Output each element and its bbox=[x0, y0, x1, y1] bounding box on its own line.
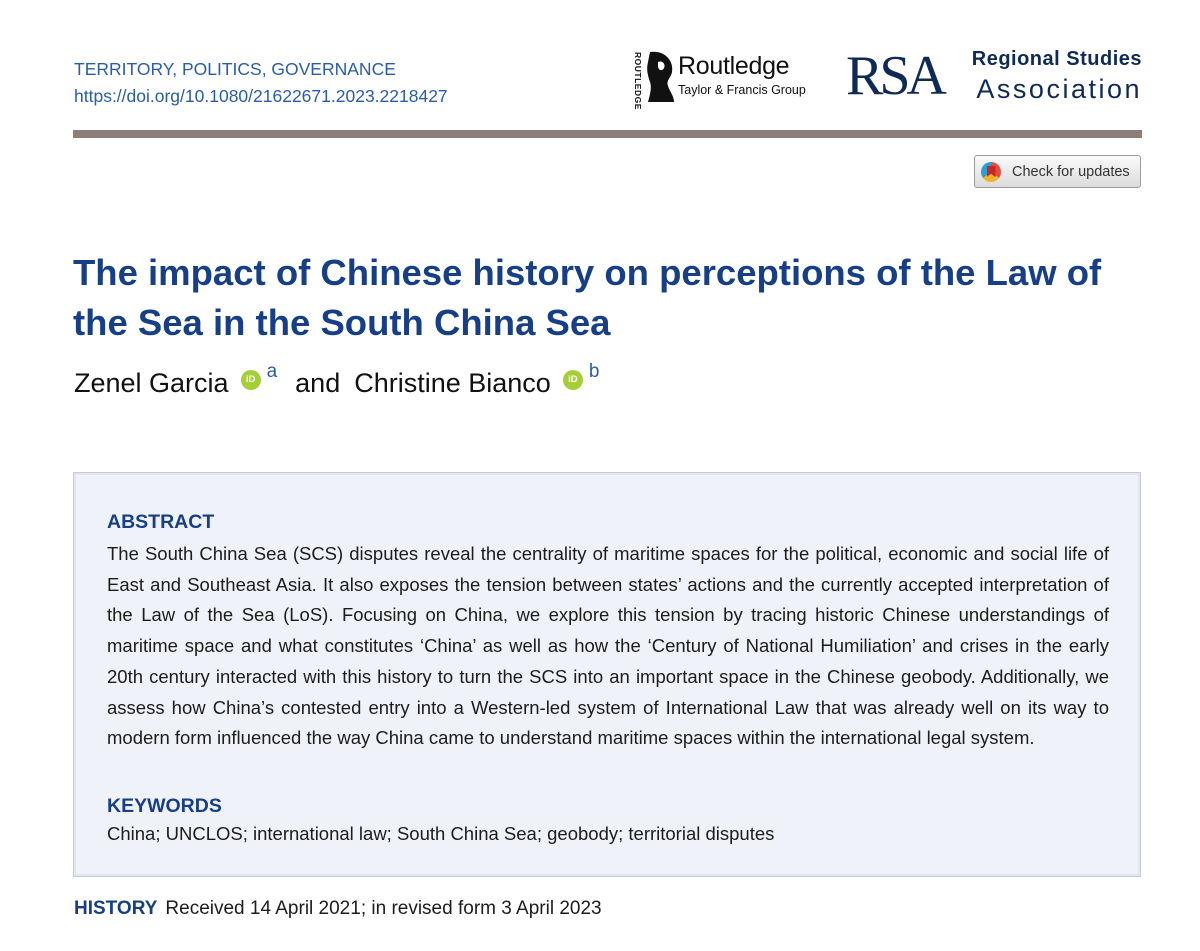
author-name: Zenel Garcia bbox=[74, 368, 229, 398]
keywords-text: China; UNCLOS; international law; South China Sea; geobody; territorial disputes bbox=[107, 823, 775, 844]
affiliation-marker[interactable]: b bbox=[588, 360, 600, 382]
check-for-updates-button[interactable] bbox=[974, 155, 1141, 188]
affiliation-marker[interactable]: a bbox=[266, 360, 278, 382]
abstract-text: The South China Sea (SCS) disputes reveal the centrality of maritime spaces for the political, economic and social life of East and Southeast Asia. It also exposes the tension between states’ actions and the currently accepted interpretation of the Law of the Sea (LoS). Focusing on China, we explore this tension by tracing historic Chinese understandings of maritime space and what constitutes ‘China’ as well as how the ‘Century of National Humiliation’ and crises in the early 20th century interacted with this history to turn the SCS into an important space in the Chinese geobody. Additionally, we assess how China’s contested entry into a Western-led system of International Law that was already well on its way to modern form influenced the way China came to understand maritime spaces within the international legal system. bbox=[107, 543, 1109, 749]
orcid-icon[interactable]: iD bbox=[241, 370, 261, 390]
routledge-head-icon bbox=[644, 50, 676, 102]
rsa-mark: RSA bbox=[846, 45, 943, 107]
rsa-logo bbox=[846, 46, 1146, 106]
routledge-vertical-mark: ROUTLEDGE bbox=[633, 52, 643, 110]
history-line bbox=[74, 898, 602, 920]
routledge-logo bbox=[632, 48, 832, 110]
orcid-icon[interactable]: iD bbox=[563, 370, 583, 390]
author-name: Christine Bianco bbox=[354, 368, 551, 398]
rsa-line2: Association bbox=[976, 74, 1142, 104]
author-conjunction: and bbox=[295, 368, 341, 398]
article-title: The impact of Chinese history on perceptions of the Law of the Sea in the South China Sea bbox=[73, 252, 1102, 343]
publisher-group: Taylor & Francis Group bbox=[678, 83, 806, 97]
history-text: Received 14 April 2021; in revised form 3 April 2023 bbox=[165, 898, 602, 919]
history-heading: HISTORY bbox=[74, 898, 158, 919]
author-list bbox=[74, 360, 600, 399]
doi-link[interactable]: https://doi.org/10.1080/21622671.2023.2218427 bbox=[74, 86, 448, 106]
publisher-name: Routledge bbox=[678, 52, 790, 80]
journal-name: TERRITORY, POLITICS, GOVERNANCE bbox=[74, 59, 396, 79]
crossmark-icon bbox=[981, 162, 1001, 182]
abstract-box bbox=[73, 472, 1141, 877]
check-for-updates-label: Check for updates bbox=[1012, 163, 1130, 180]
rsa-line1: Regional Studies bbox=[971, 48, 1142, 70]
journal-header bbox=[74, 56, 448, 110]
keywords-heading: KEYWORDS bbox=[107, 795, 222, 817]
abstract-heading: ABSTRACT bbox=[107, 511, 215, 533]
header-divider bbox=[73, 130, 1142, 138]
